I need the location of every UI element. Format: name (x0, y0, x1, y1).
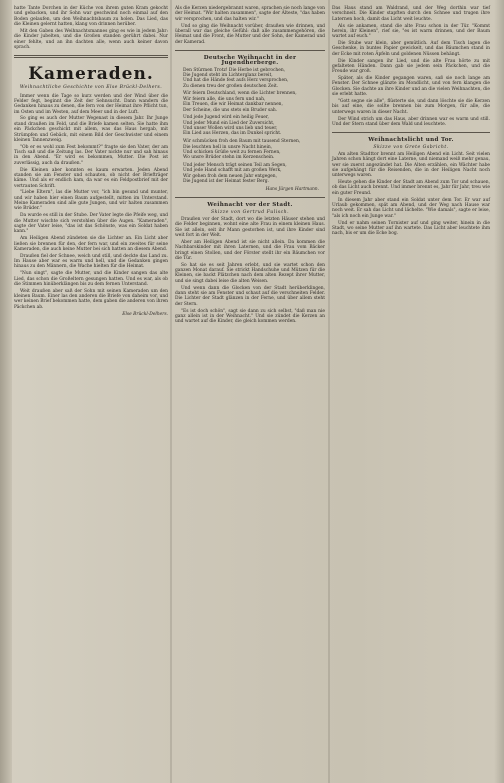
poem-stanza (183, 115, 325, 136)
poem-line: Ein Lied aus Herzen, das im Dunkel spricht. (183, 131, 282, 137)
poem-line: Und unser Wollen wird uns lieb und teuer, (183, 126, 278, 132)
paragraph: "Gott segne sie alle", flüsterte sie, und dann löschte sie die Kerzen bis auf eine, die sollte brennen bis zum Morgen, für alle, die unterwegs waren in dieser Nacht. (332, 99, 490, 115)
article-subtitle: Skizze von Gertrud Fulisch. (210, 209, 290, 215)
poem-stanza (183, 139, 325, 160)
divider (332, 132, 490, 133)
paragraph: So hat sie es seit Jahren erlebt, und sie wartet schon den ganzen Monat darauf. Sie strickt Handschuhe und Mützen für die Kleinen, sie backt Plätzchen nach dem alten Rezept ihrer Mutter, und sie singt dabei leise die alten Weisen. (175, 262, 325, 284)
paragraph: Weit draußen aber saß der Sohn mit seinen Kameraden um den kleinen Baum. Einer las den anderen die Briefe von daheim vor, und wer keinen Brief bekommen hatte, dem gaben die anderen von ihren Päckchen ab. (14, 288, 168, 310)
paragraph: hatte Tante Dorchen in der Küche von ihrem guten Kram gekocht und gebacken, und ihr Sohn war geschwind noch einmal auf den Boden gelaufen, um den Weihnachtsbaum zu holen. Das Lied, das die Kleinen gelernt hatten, klang von drinnen herüber. (14, 6, 168, 28)
poem-line: Und jede Jugend wird ein heilig Feuer, (183, 115, 269, 121)
poem-line: Ein Treuen, die wir Heimat dankbar nennen, (183, 102, 283, 108)
poem-line: Wo unsre Brüder stehn im Kerzenschein. (183, 155, 275, 161)
divider (175, 50, 325, 51)
column-fold (170, 0, 172, 783)
paragraph: Am Heiligen Abend zündeten sie die Lichter an. Ein Licht aber ließen sie brennen für den, der fern war, und ein zweites für seine Kameraden, die auch keine Mutter bei sich hatten an diesem Abend. (14, 236, 168, 252)
article-subtitle: Weihnachtliche Geschichte von Else Brückl-Delhers. (19, 85, 163, 91)
article-title: Weihnacht vor der Stadt. (207, 202, 293, 209)
right-column (332, 6, 490, 238)
poem-stanza (183, 68, 325, 89)
divider (175, 197, 325, 198)
paragraph: Am alten Stadttor brennt am Heiligen Abend ein Licht. Seit vielen Jahren schon hängt dort eine Laterne, und niemand weiß mehr genau, wer sie zuerst angezündet hat. Die Alten erzählen, ein Wächter habe sie aufgehängt für die Reisenden, die in der Heiligen Nacht noch unterwegs waren. (332, 151, 490, 179)
paragraph: Der Wind strich um das Haus, aber drinnen war es warm und still. Und der Stern stand über dem Wald und leuchtete. (332, 116, 490, 127)
paragraph: Die Stube war klein, aber gemütlich. Auf dem Tisch lagen die Geschenke, in buntes Papier gewickelt, und das Bäumchen stand in der Ecke mit roten Äpfeln und goldenen Nüssen behängt. (332, 41, 490, 57)
paragraph: Und wenn dann die Glocken von der Stadt herüberklingen, dann steht sie am Fenster und schaut auf die verschneiten Felder. Die Lichter der Stadt glänzen in der Ferne, und über allem steht der Stern. (175, 285, 325, 307)
article-title: Kameraden. (28, 64, 154, 85)
poem-line: Und jeder Mensch trägt seinen Teil am Segen, (183, 163, 287, 169)
article-signature: Else Brückl-Delhers. (122, 311, 168, 317)
paragraph: Draußen fiel der Schnee, weich und still, und deckte das Land zu. Im Hause aber war es warm und hell, und die Gedanken gingen hinaus zu den Männern, die Wache hielten für die Heimat. (14, 253, 168, 270)
paragraph: Als die Kerzen niedergebrannt waren, sprachen sie noch lange von der Heimat. "Wir halten zusammen", sagte der Älteste, "das haben wir versprochen, und das halten wir." (175, 6, 325, 22)
paragraph: Mit den Gaben des Weihnachtsmannes ging es wie in jedem Jahr: die Kinder jubelten, und die Großen standen gerührt dabei. Nur einer fehlte, und an ihn dachten alle, wenn auch keiner davon sprach. (14, 28, 168, 50)
paragraph: So ging es auch der Mutter Wegenast in diesem Jahr. Ihr Junge stand draußen im Feld, und die Briefe kamen selten. Sie hatte ihm ein Päckchen geschickt mit allem, was das Haus hergab, mit Strümpfen und Gebäck, mit einem Bild der Geschwister und einem kleinen Tannenzweig. (14, 116, 168, 143)
poem-stanza (183, 91, 325, 112)
paragraph: Und er nahm seinen Tornister auf und ging weiter, hinein in die Stadt, wo seine Mutter auf ihn wartete. Das Licht aber leuchtete ihm nach, bis er um die Ecke bog. (332, 220, 490, 237)
poem-title: Deutsche Weihnacht in der Jugendherberge. (203, 54, 297, 67)
paragraph: Die Kinder sangen ihr Lied, und die alte Frau hörte zu mit gefalteten Händen. Dann gab sie jedem sein Päckchen, und die Freude war groß. (332, 58, 490, 75)
poem-author: Hans Jürgen Hartmann. (265, 186, 319, 192)
poem-line: Und jeder Mund ein Lied der Zuversicht, (183, 120, 275, 126)
paragraph: Immer wenn die Tage so kurz werden und der Wind über die Felder fegt, beginnt die Zeit der Sehnsucht. Dann wandern die Gedanken hinaus zu denen, die fern von der Heimat ihre Pflicht tun, im Osten und im Westen, auf dem Meer und in der Luft. (14, 93, 168, 115)
poem-line: Wir feiern Deutschland, wenn die Lichter brennen, (183, 91, 297, 97)
article-title: Weihnachtslicht und Tor. (368, 137, 454, 144)
paragraph: In diesem Jahr aber stand ein Soldat unter dem Tor. Er war auf Urlaub gekommen, spät am Abend, und der Weg nach Hause war noch weit. Er sah das Licht und lächelte. "Wie damals", sagte er leise, "als ich noch ein Junge war." (332, 197, 490, 219)
paragraph: Heute gehen die Kinder der Stadt am Abend zum Tor und schauen, ob das Licht auch brennt. Und immer brennt es, Jahr für Jahr, treu wie ein guter Freund. (332, 180, 490, 196)
paragraph: Und so ging die Weihnacht vorüber, draußen wie drinnen, und überall war das gleiche Gefühl: daß alle zusammengehören, die Heimat und die Front, die Mutter und der Sohn, der Kamerad und der Kamerad. (175, 23, 325, 45)
poem-line: Wir feiern alle, die uns fern und nah, (183, 96, 266, 102)
paragraph: "Nun singt", sagte die Mutter, und die Kinder sangen das alte Lied, das schon die Großeltern gesungen hatten. Und es war, als ob die Stimmen hinüberklängen bis zu dem fernen Unterstand. (14, 271, 168, 287)
left-column (14, 6, 168, 317)
poem-line: Und hat die Hände fest aufs Herz versprochen, (183, 78, 289, 84)
paragraph: Die Kleinen aber konnten es kaum erwarten. Jeden Abend standen sie am Fenster und schauten, ob nicht der Briefträger käme. Und als er endlich kam, da war es ein Feldpostbrief mit der vertrauten Schrift. (14, 167, 168, 189)
paragraph: Aber am Heiligen Abend ist sie nicht allein. Da kommen die Nachbarskinder mit ihren Laternen, und die Frau vom Bäcker bringt einen Stollen, und der Förster stellt ihr ein Bäumchen vor die Tür. (175, 239, 325, 261)
poem-line: Die Jugend steht im Lichterglanz bereit, (183, 72, 273, 78)
paragraph: "Ob er es wohl zum Fest bekommt?" fragte sie den Vater, der am Tisch saß und die Zeitung las. Der Vater nickte nur und sah hinaus in den Abend. "Er wird es bekommen, Mutter. Die Post ist zuverlässig, auch da draußen." (14, 144, 168, 166)
column-fold (328, 0, 330, 783)
poem-line: Die leuchten hell in unsre Nacht hinein, (183, 144, 273, 150)
poem-line: Zu dienen treu der großen deutschen Zeit. (183, 83, 279, 89)
page-edge-shadow (494, 0, 504, 783)
poem-line: Den Stürmen Trotz! Die Herbe ist gebrochen, (183, 67, 286, 73)
article-subtitle: Skizze von Grete Gsbricht. (373, 144, 449, 150)
middle-column (175, 6, 325, 326)
poem-line: Wir schmücken froh den Baum mit tausend Sternen, (183, 139, 301, 145)
paragraph: Als sie ankamen, stand die alte Frau schon in der Tür. "Kommt herein, ihr Kleinen", rief sie, "es ist warm drinnen, und der Baum wartet auf euch." (332, 23, 490, 40)
paragraph: "Es ist doch schön", sagt sie dann zu sich selbst, "daß man nie ganz allein ist in der Weihnacht." Und sie zündet die Kerzen an und wartet auf die Kinder, die gleich kommen werden. (175, 308, 325, 325)
poem-line: Und jede Hand schafft mit am großen Werk, (183, 168, 282, 174)
poem-line: Der Scheine, die uns stets ein Bruder sah. (183, 107, 278, 113)
paragraph: "Liebe Eltern", las die Mutter vor, "ich bin gesund und munter, und wir haben hier einen Baum aufgestellt, mitten im Unterstand. Meine Kameraden sind alle gute Jungen, und wir halten zusammen wie Brüder." (14, 190, 168, 212)
paragraph: Da wurde es still in der Stube. Der Vater legte die Pfeife weg, und die Mutter wischte sich verstohlen über die Augen. "Kameraden", sagte der Vater leise, "das ist das Schönste, was ein Soldat haben kann." (14, 213, 168, 235)
paragraph: Später, als die Kinder gegangen waren, saß sie noch lange am Fenster. Der Schnee glänzte im Mondlicht, und von fern klangen die Glocken. Sie dachte an ihre Kinder und an die vielen Weihnachten, die sie erlebt hatte. (332, 76, 490, 98)
paragraph: Draußen vor der Stadt, dort wo die letzten Häuser stehen und die Felder beginnen, wohnt eine alte Frau in einem kleinen Haus. Sie ist allein, seit ihr Mann gestorben ist, und ihre Kinder sind weit fort in der Welt. (175, 217, 325, 239)
poem-line: Wir gehen froh dem neuen Jahr entgegen, (183, 173, 277, 179)
poem-line: Die Jugend ist der Heimat fester Berg. (183, 179, 269, 185)
paragraph: Das Haus stand am Waldrand, und der Weg dorthin war tief verschneit. Die Kinder stapften durch den Schnee und trugen ihre Laternen hoch, damit das Licht weit leuchte. (332, 6, 490, 22)
divider (14, 55, 168, 58)
poem (175, 68, 325, 185)
poem-stanza (183, 163, 325, 184)
poem-line: Und schicken Grüße weit zu fernen Fernen, (183, 149, 281, 155)
